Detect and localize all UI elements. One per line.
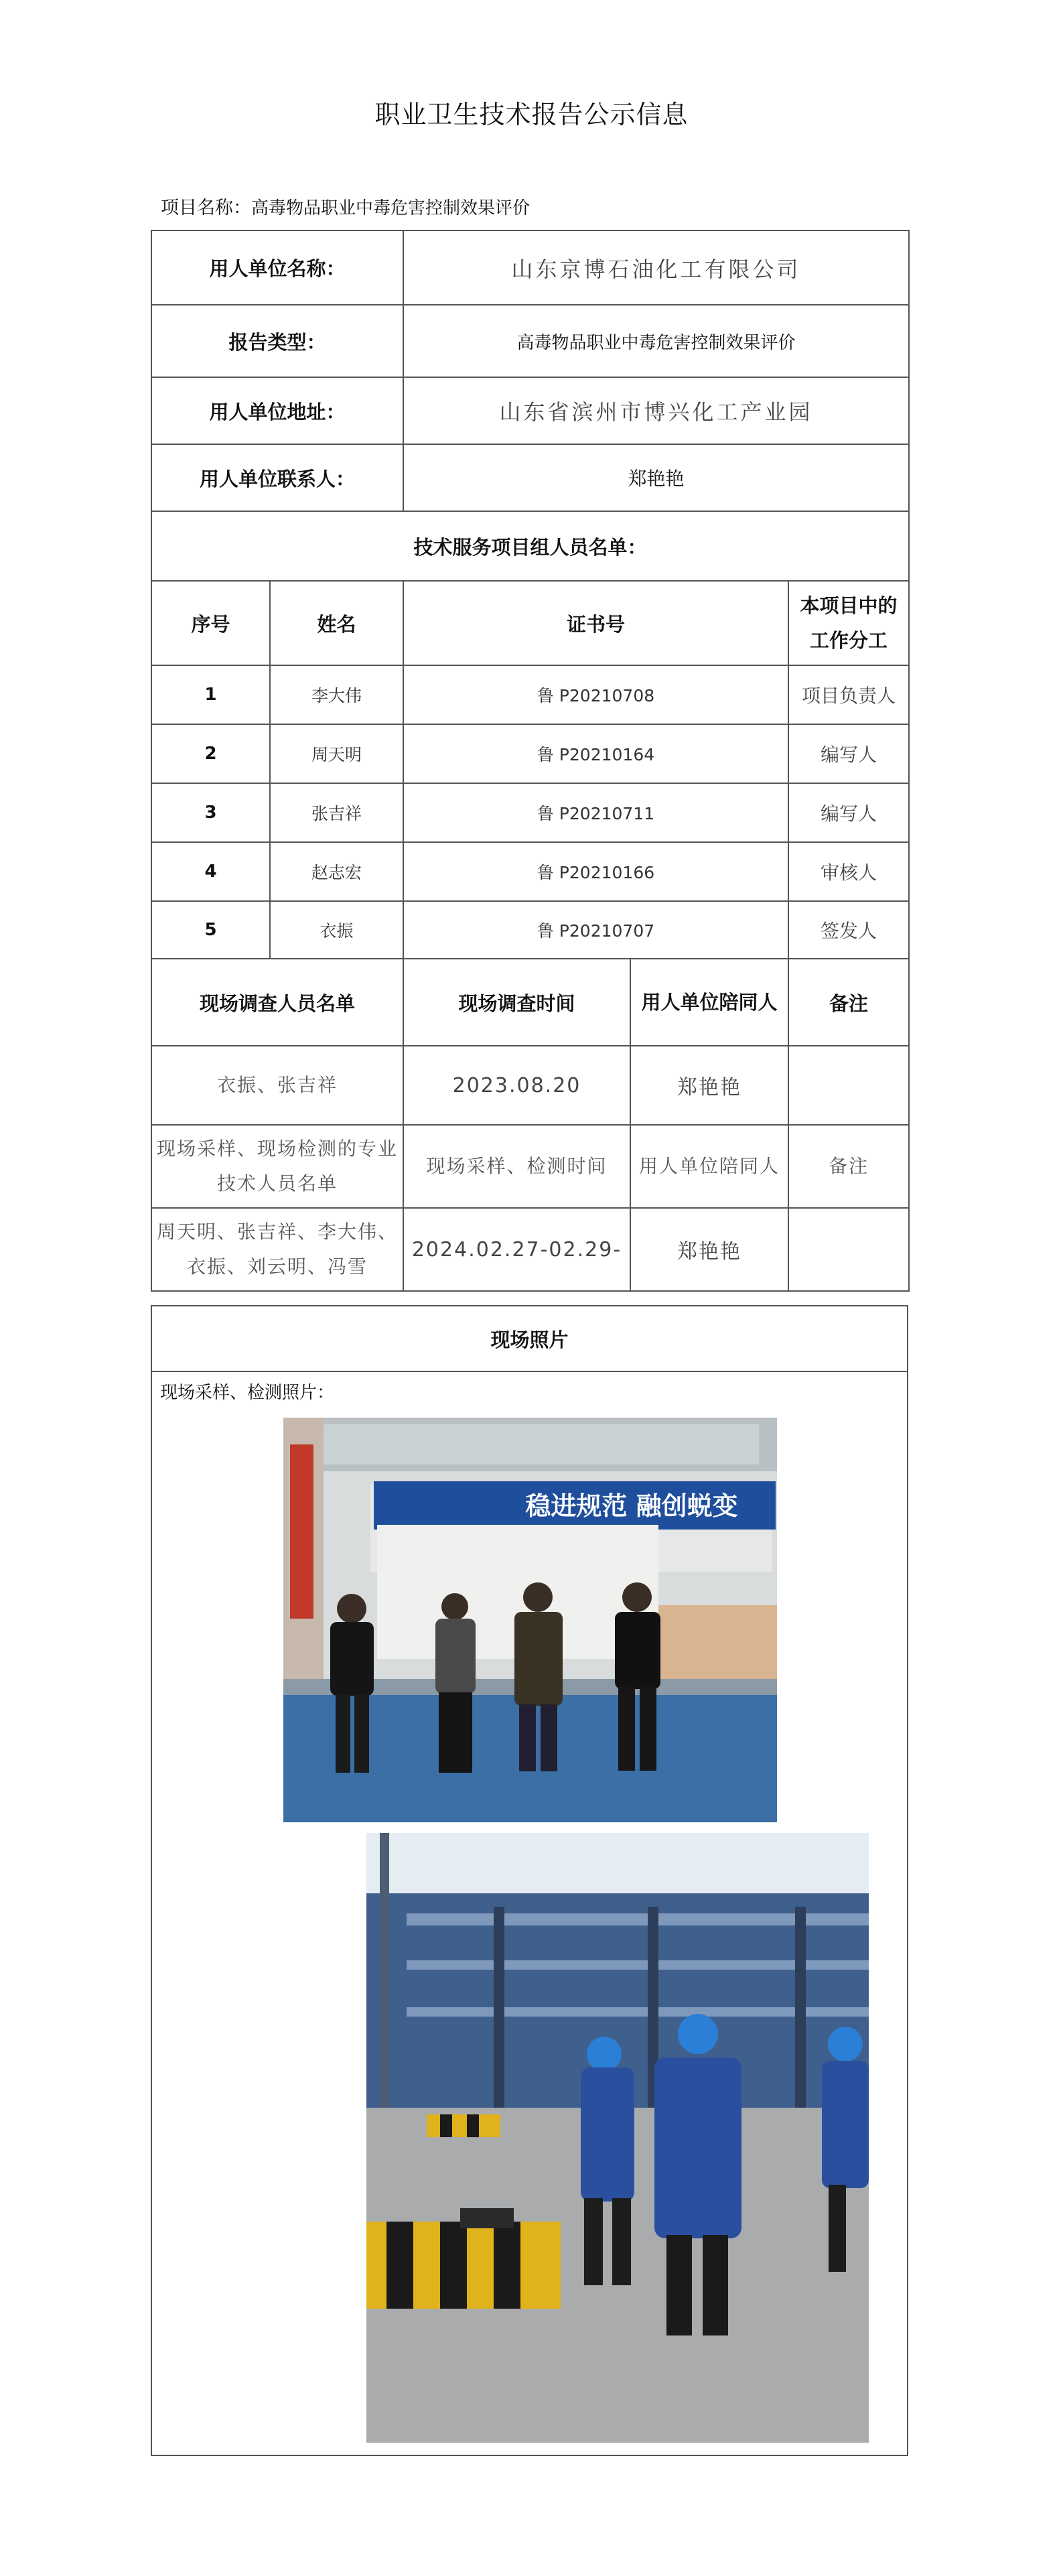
team-heading: 技术服务项目组人员名单：	[151, 511, 909, 581]
col-header-role: 本项目中的工作分工	[788, 581, 909, 665]
survey-note	[788, 1046, 909, 1125]
sampling-people: 周天明、张吉祥、李大伟、衣振、刘云明、冯雪	[151, 1208, 403, 1291]
photos-subheading: 现场采样、检测照片：	[160, 1383, 335, 1403]
survey-header-note: 备注	[788, 959, 909, 1046]
sampling-note	[788, 1208, 909, 1291]
field-sampling-photo-image	[366, 1833, 869, 2443]
page-title: 职业卫生技术报告公示信息	[374, 100, 689, 129]
team-row-cert: 鲁 P20210708	[403, 665, 788, 724]
company-value: 山东京博石油化工有限公司	[403, 230, 909, 305]
team-row-no: 2	[151, 724, 270, 783]
contact-row	[151, 444, 909, 511]
address-label: 用人单位地址：	[151, 377, 403, 444]
team-row-cert: 鲁 P20210711	[403, 783, 788, 842]
team-row-no: 3	[151, 783, 270, 842]
team-row-cert: 鲁 P20210164	[403, 724, 788, 783]
contact-label: 用人单位联系人：	[151, 444, 403, 511]
team-row-role: 审核人	[788, 842, 909, 901]
team-row-role: 签发人	[788, 901, 909, 959]
team-row-role: 编写人	[788, 724, 909, 783]
team-row	[151, 783, 909, 842]
team-heading-row	[151, 511, 909, 581]
team-row	[151, 901, 909, 959]
report-type-value: 高毒物品职业中毒危害控制效果评价	[403, 305, 909, 377]
contact-value: 郑艳艳	[403, 444, 909, 511]
team-row-name: 张吉祥	[270, 783, 403, 842]
team-row	[151, 842, 909, 901]
team-row-role: 项目负责人	[788, 665, 909, 724]
sampling-time: 2024.02.27-02.29-	[403, 1208, 630, 1291]
team-row-name: 赵志宏	[270, 842, 403, 901]
sampling-row	[151, 1208, 909, 1291]
survey-header-people: 现场调查人员名单	[151, 959, 403, 1046]
team-row-no: 1	[151, 665, 270, 724]
team-row-name: 衣振	[270, 901, 403, 959]
company-row	[151, 230, 909, 305]
sampling-header-company-person: 用人单位陪同人	[630, 1125, 788, 1208]
banner-text: 稳进规范 融创蜕变	[525, 1491, 738, 1521]
project-name-label: 项目名称：	[161, 198, 251, 218]
col-header-name: 姓名	[270, 581, 403, 665]
team-row	[151, 665, 909, 724]
address-value: 山东省滨州市博兴化工产业园	[403, 377, 909, 444]
info-table	[151, 230, 910, 1292]
team-row	[151, 724, 909, 783]
team-row-cert: 鲁 P20210166	[403, 842, 788, 901]
sampling-header-time: 现场采样、检测时间	[403, 1125, 630, 1208]
group-photo-image	[283, 1418, 777, 1822]
survey-company-person: 郑艳艳	[630, 1046, 788, 1125]
sampling-header-row	[151, 1125, 909, 1208]
company-label: 用人单位名称：	[151, 230, 403, 305]
team-row-name: 周天明	[270, 724, 403, 783]
survey-header-company-person: 用人单位陪同人	[630, 959, 788, 1046]
photos-heading: 现场照片	[152, 1306, 907, 1372]
photos-section	[151, 1305, 908, 2456]
sampling-company-person: 郑艳艳	[630, 1208, 788, 1291]
team-header-row	[151, 581, 909, 665]
report-type-row	[151, 305, 909, 377]
team-row-role: 编写人	[788, 783, 909, 842]
team-row-no: 5	[151, 901, 270, 959]
team-row-cert: 鲁 P20210707	[403, 901, 788, 959]
group-photo	[283, 1418, 777, 1822]
survey-people: 衣振、张吉祥	[151, 1046, 403, 1125]
field-sampling-photo	[366, 1833, 869, 2443]
survey-time: 2023.08.20	[403, 1046, 630, 1125]
team-row-no: 4	[151, 842, 270, 901]
survey-header-time: 现场调查时间	[403, 959, 630, 1046]
sampling-header-people: 现场采样、现场检测的专业技术人员名单	[151, 1125, 403, 1208]
report-type-label: 报告类型：	[151, 305, 403, 377]
col-header-no: 序号	[151, 581, 270, 665]
project-name-line	[161, 193, 530, 219]
team-row-name: 李大伟	[270, 665, 403, 724]
col-header-cert: 证书号	[403, 581, 788, 665]
project-name-value: 高毒物品职业中毒危害控制效果评价	[251, 198, 530, 218]
sampling-header-note: 备注	[788, 1125, 909, 1208]
survey-header-row	[151, 959, 909, 1046]
address-row	[151, 377, 909, 444]
survey-row	[151, 1046, 909, 1125]
